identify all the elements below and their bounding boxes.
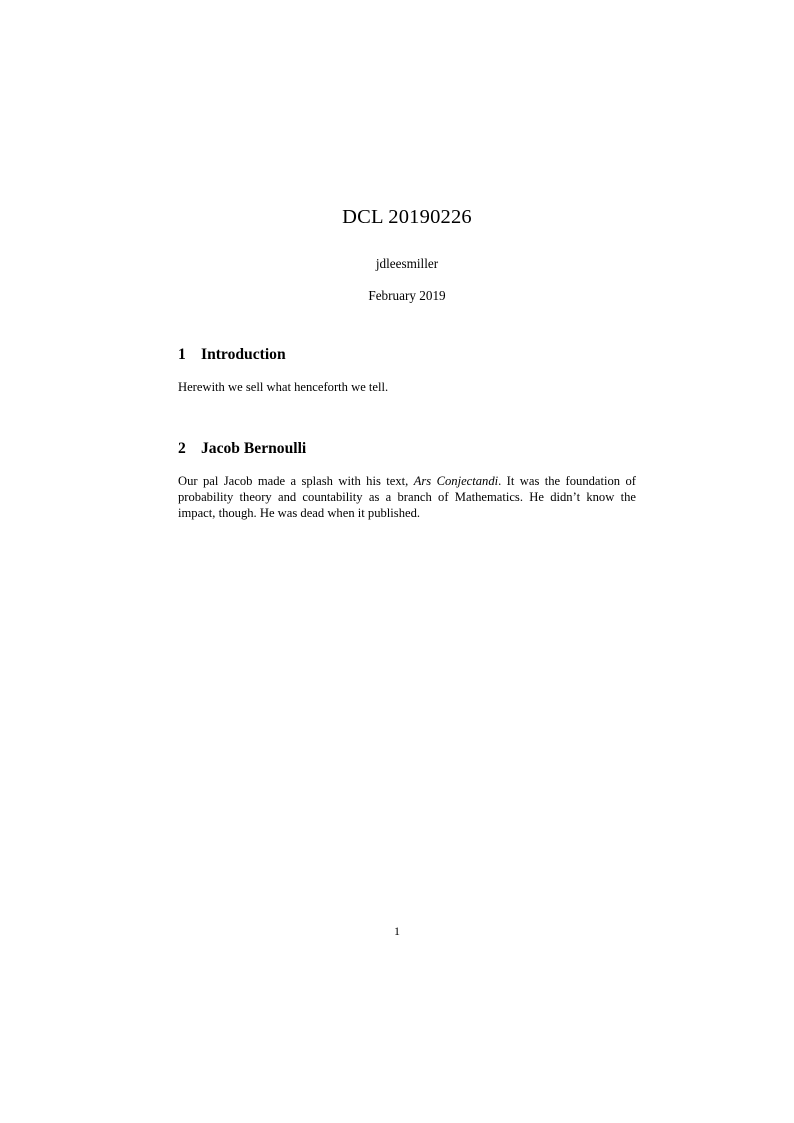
section-2-number: 2 (178, 439, 186, 457)
section-1-title: Introduction (201, 346, 286, 364)
section-2-paragraph-lead: Our pal Jacob made a splash with his text, (178, 473, 414, 488)
section-introduction (178, 304, 636, 396)
document-body (178, 205, 636, 522)
section-1-number: 1 (178, 346, 186, 364)
section-2-paragraph (178, 459, 636, 522)
section-1-paragraph: Herewith we sell what henceforth we tell. (178, 379, 389, 394)
section-jacob-bernoulli (178, 396, 636, 522)
page-title: DCL 20190226 (342, 206, 472, 228)
document-author: jdleesmiller (375, 255, 439, 271)
document-date: February 2019 (368, 288, 446, 304)
section-2-paragraph-rest: . It was the foundation of probability theory and countability as a branch of Mathematics. He didn’t know the impact, though. He was dead when it published. (178, 473, 636, 520)
section-2-title: Jacob Bernoulli (201, 439, 307, 457)
section-2-paragraph-citation: Ars Conjectandi (413, 473, 499, 488)
page-number: 1 (394, 924, 400, 938)
section-1-heading (178, 346, 636, 365)
section-2-heading (178, 440, 636, 459)
